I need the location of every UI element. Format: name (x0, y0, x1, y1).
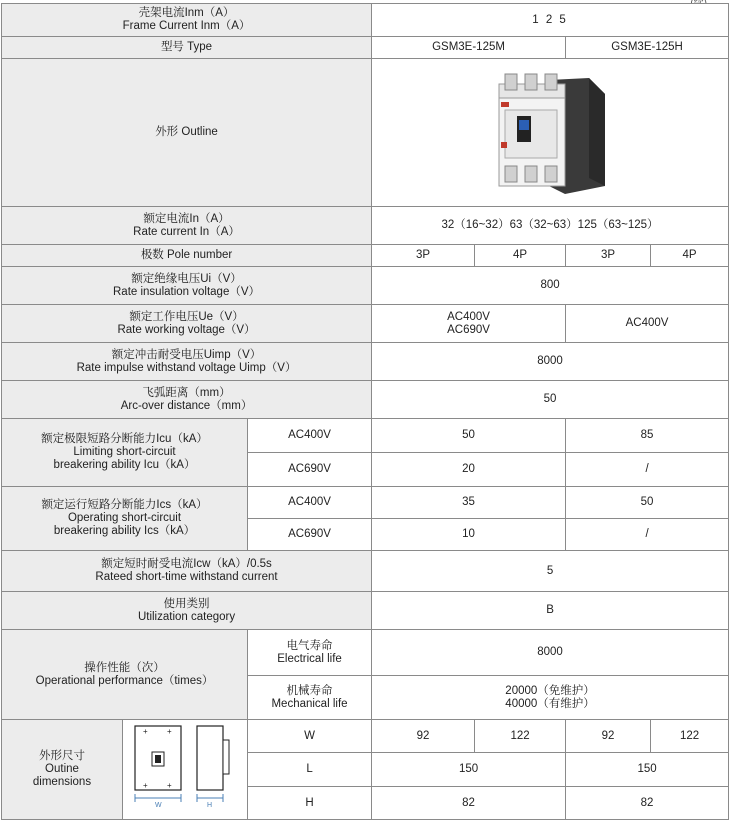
icu-voltage: AC690V (248, 453, 372, 487)
utilization-label: 使用类别 Utilization category (2, 592, 372, 630)
outline-image-cell (372, 59, 729, 207)
pole-label: 极数 Pole number (2, 245, 372, 267)
insulation-value: 800 (372, 267, 729, 305)
type-h: GSM3E-125H (566, 37, 729, 59)
spec-table (1, 3, 729, 820)
outline-label: 外形 Outline (2, 59, 372, 207)
impulse-label: 额定冲击耐受电压Uimp（V） Rate impulse withstand voltage Uimp（V） (2, 343, 372, 381)
svg-text:+: + (167, 727, 172, 736)
icu-voltage: AC400V (248, 419, 372, 453)
icw-value: 5 (372, 551, 729, 592)
pole-value: 4P (475, 245, 566, 267)
type-m: GSM3E-125M (372, 37, 566, 59)
operational-label: 操作性能（次） Operational performance（times） (2, 630, 248, 720)
working-voltage-label: 额定工作电压Ue（V） Rate working voltage（V） (2, 305, 372, 343)
dimension-value: 122 (475, 720, 566, 753)
icu-h: 85 (566, 419, 729, 453)
dimension-value: 82 (372, 787, 566, 820)
pole-value: 3P (372, 245, 475, 267)
icw-label: 额定短时耐受电流Icw（kA）/0.5s Rateed short-time withstand current (2, 551, 372, 592)
svg-text:+: + (143, 727, 148, 736)
utilization-value: B (372, 592, 729, 630)
arc-value: 50 (372, 381, 729, 419)
ics-h: / (566, 519, 729, 551)
ics-voltage: AC400V (248, 487, 372, 519)
svg-text:+: + (167, 781, 172, 790)
ics-m: 35 (372, 487, 566, 519)
working-voltage-m: AC400V AC690V (372, 305, 566, 343)
rate-current-value: 32（16~32）63（32~63）125（63~125） (372, 207, 729, 245)
icu-label: 额定极限短路分断能力Icu（kA） Limiting short-circuit breakering ability Icu（kA） (2, 419, 248, 487)
pole-value: 4P (651, 245, 729, 267)
drawing-h-label: H (207, 802, 213, 809)
pole-value: 3P (566, 245, 651, 267)
dimension-drawing (123, 720, 247, 815)
drawing-w-label: W (155, 802, 162, 809)
impulse-value: 8000 (372, 343, 729, 381)
dimension-value: 82 (566, 787, 729, 820)
breaker-image (485, 68, 615, 198)
ics-h: 50 (566, 487, 729, 519)
ics-voltage: AC690V (248, 519, 372, 551)
rate-current-label: 额定电流In（A） Rate current In（A） (2, 207, 372, 245)
icu-m: 20 (372, 453, 566, 487)
mechanical-life-value: 20000（免维护） 40000（有维护） (372, 676, 729, 720)
arc-label: 飞弧距离（mm） Arc-over distance（mm） (2, 381, 372, 419)
frame-current-value: 1 2 5 (372, 4, 729, 37)
dimension-value: 150 (372, 753, 566, 787)
dimension-key: L (248, 753, 372, 787)
dimension-value: 150 (566, 753, 729, 787)
ics-label: 额定运行短路分断能力Ics（kA） Operating short-circuit breakering ability Ics（kA） (2, 487, 248, 551)
svg-text:+: + (143, 781, 148, 790)
ics-m: 10 (372, 519, 566, 551)
electrical-life-label: 电气寿命 Electrical life (248, 630, 372, 676)
dimension-key: W (248, 720, 372, 753)
dimension-drawing-cell (123, 720, 248, 820)
frame-current-label: 壳架电流Inm（A） Frame Current Inm（A） (2, 4, 372, 37)
dimension-value: 92 (372, 720, 475, 753)
icu-m: 50 (372, 419, 566, 453)
dimension-key: H (248, 787, 372, 820)
working-voltage-h: AC400V (566, 305, 729, 343)
insulation-label: 额定绝缘电压Ui（V） Rate insulation voltage（V） (2, 267, 372, 305)
electrical-life-value: 8000 (372, 630, 729, 676)
dimension-value: 122 (651, 720, 729, 753)
dimension-value: 92 (566, 720, 651, 753)
type-label: 型号 Type (2, 37, 372, 59)
icu-h: / (566, 453, 729, 487)
dimensions-label: 外形尺寸 Outine dimensions (2, 720, 123, 820)
mechanical-life-label: 机械寿命 Mechanical life (248, 676, 372, 720)
